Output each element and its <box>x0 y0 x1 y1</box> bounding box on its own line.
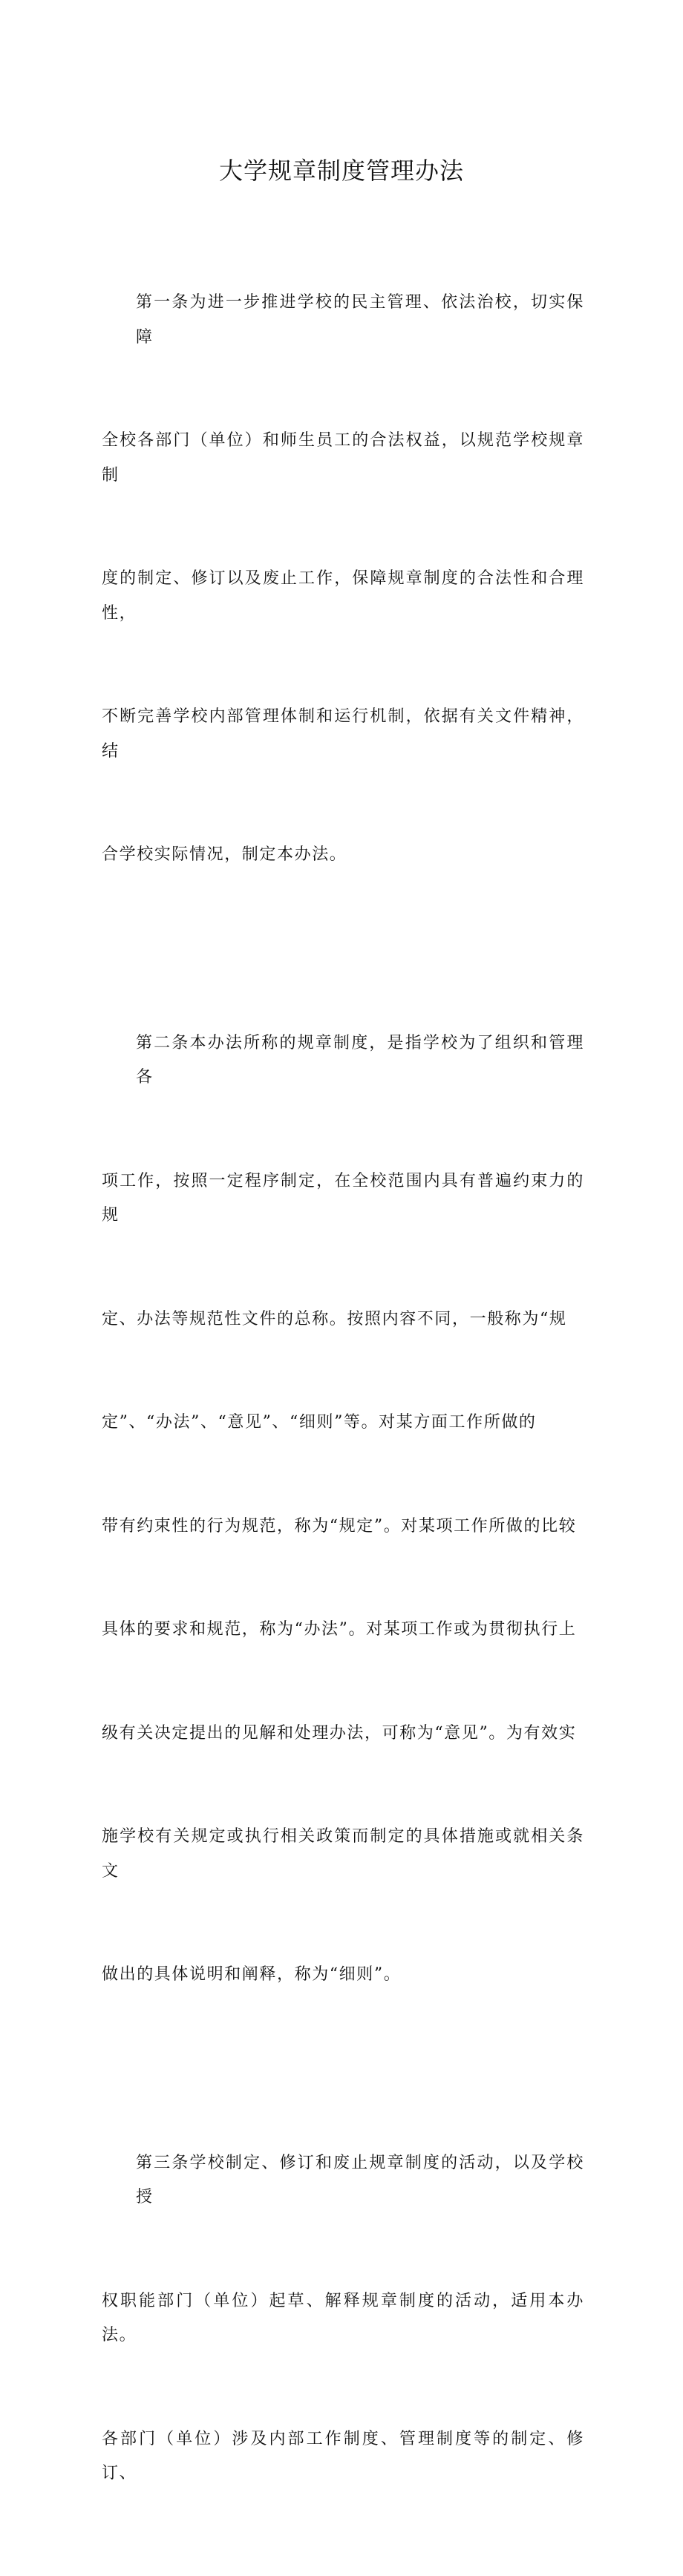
text-line: 第一条为进一步推进学校的民主管理、依法治校，切实保障 <box>136 293 584 347</box>
text-line: 第三条学校制定、修订和废止规章制度的活动，以及学校授 <box>136 2153 584 2206</box>
paragraph-article-3 <box>102 2077 584 2560</box>
text-line: 定”、“办法”、“意见”、“细则”等。对某方面工作所做的 <box>102 1413 537 1432</box>
paragraph-article-2 <box>102 957 584 2062</box>
text-line: 各部门（单位）涉及内部工作制度、管理制度等的制定、修订、 <box>102 2429 584 2482</box>
text-line: 项工作，按照一定程序制定，在全校范围内具有普遍约束力的规 <box>102 1171 584 1225</box>
text-line: 度的制定、修订以及废止工作，保障规章制度的合法性和合理性， <box>102 569 584 623</box>
text-line: 具体的要求和规范，称为“办法”。对某项工作或为贯彻执行上 <box>102 1620 577 1639</box>
text-line: 带有约束性的行为规范，称为“规定”。对某项工作所做的比较 <box>102 1516 577 1536</box>
text-line: 做出的具体说明和阐释，称为“细则”。 <box>102 1965 402 1984</box>
text-line: 合学校实际情况，制定本办法。 <box>102 845 347 864</box>
text-line: 级有关决定提出的见解和处理办法，可称为“意见”。为有效实 <box>102 1723 577 1743</box>
paragraph-article-1 <box>102 217 584 942</box>
text-line: 全校各部门（单位）和师生员工的合法权益，以规范学校规章制 <box>102 431 584 485</box>
document-body <box>102 217 584 2576</box>
text-line: 施学校有关规定或执行相关政策而制定的具体措施或就相关条文 <box>102 1827 584 1881</box>
document-title: 大学规章制度管理办法 <box>218 157 464 185</box>
text-line: 定、办法等规范性文件的总称。按照内容不同，一般称为“规 <box>102 1309 567 1328</box>
text-line: 不断完善学校内部管理体制和运行机制，依据有关文件精神，结 <box>102 707 584 761</box>
text-line: 权职能部门（单位）起草、解释规章制度的活动，适用本办法。 <box>102 2291 584 2344</box>
text-line: 第二条本办法所称的规章制度，是指学校为了组织和管理各 <box>136 1033 584 1087</box>
